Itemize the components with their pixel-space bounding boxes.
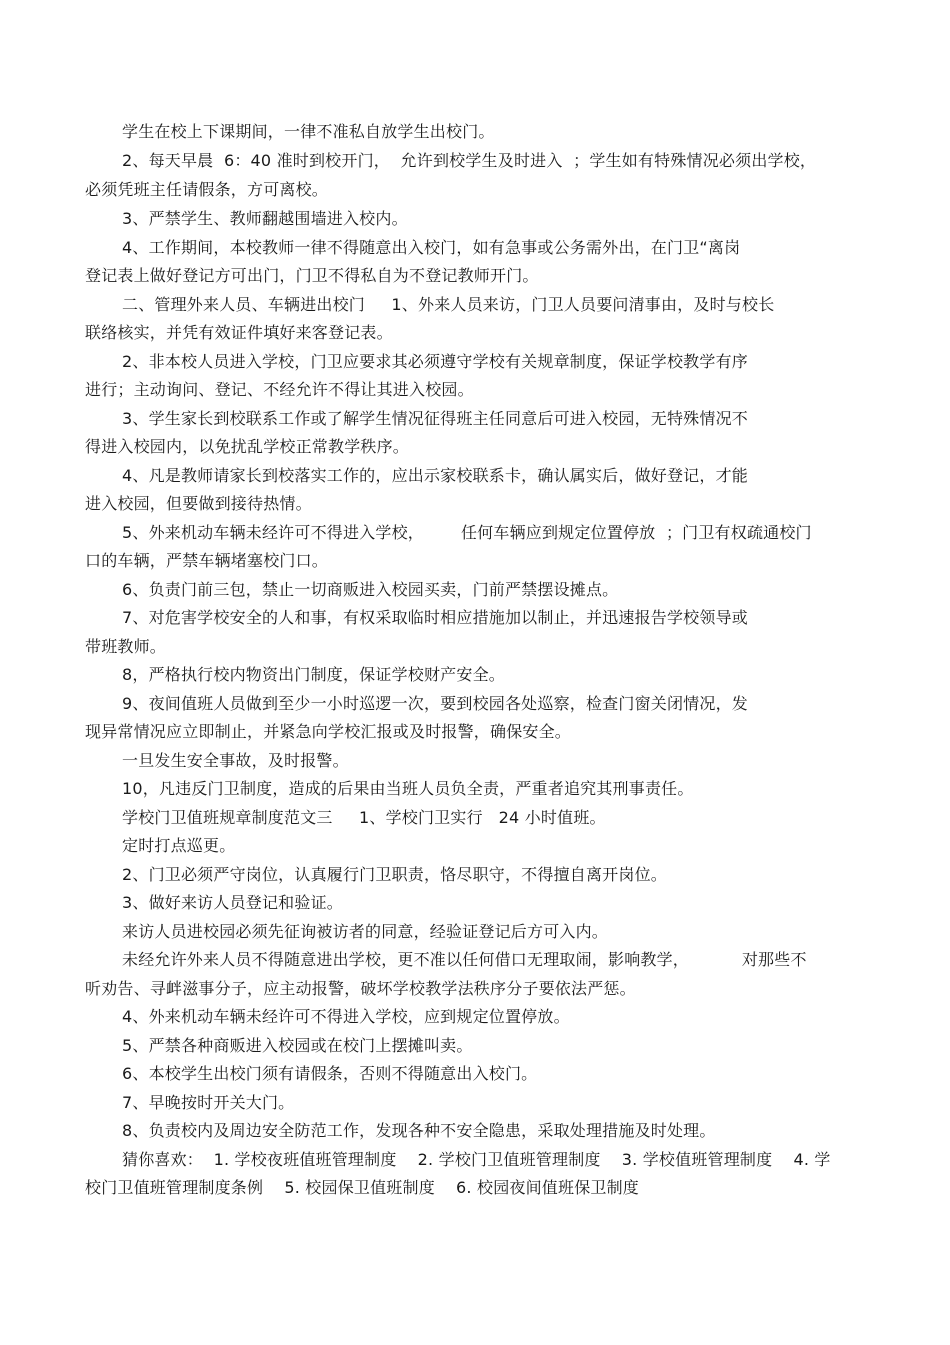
text-line-6: 登记表上做好登记方可出门，门卫不得私自为不登记教师开门。 <box>85 266 539 285</box>
text-line-12: 得进入校园内，以免扰乱学校正常教学秩序。 <box>85 437 410 456</box>
text-line-26: 定时打点巡更。 <box>122 836 236 855</box>
text-line-11: 3、学生家长到校联系工作或了解学生情况征得班主任同意后可进入校园，无特殊情况不 <box>122 409 748 428</box>
text-line-30: 未经允许外来人员不得随意进出学校，更不准以任何借口无理取闹，影响教学， 对那些不 <box>122 950 807 969</box>
text-line-21: 9、夜间值班人员做到至少一小时巡逻一次，要到校园各处巡察，检查门窗关闭情况，发 <box>122 694 748 713</box>
text-line-4: 3、严禁学生、教师翻越围墙进入校内。 <box>122 209 408 228</box>
text-line-34: 6、本校学生出校门须有请假条，否则不得随意出入校门。 <box>122 1064 538 1083</box>
text-line-24: 10，凡违反门卫制度，造成的后果由当班人员负全责，严重者追究其刑事责任。 <box>122 779 694 798</box>
text-line-16: 口的车辆，严禁车辆堵塞校门口。 <box>85 551 329 570</box>
text-line-17: 6、负责门前三包，禁止一切商贩进入校园买卖，门前严禁摆设摊点。 <box>122 580 619 599</box>
text-line-36: 8、负责校内及周边安全防范工作，发现各种不安全隐患，采取处理措施及时处理。 <box>122 1121 716 1140</box>
text-line-14: 进入校园，但要做到接待热情。 <box>85 494 312 513</box>
text-line-18: 7、对危害学校安全的人和事，有权采取临时相应措施加以制止，并迅速报告学校领导或 <box>122 608 748 627</box>
text-line-31: 听劝告、寻衅滋事分子，应主动报警，破坏学校教学法秩序分子要依法严惩。 <box>85 979 636 998</box>
text-line-33: 5、严禁各种商贩进入校园或在校门上摆摊叫卖。 <box>122 1036 473 1055</box>
text-line-8: 联络核实，并凭有效证件填好来客登记表。 <box>85 323 393 342</box>
text-line-2: 2、每天早晨 6：40 准时到校开门， 允许到校学生及时进入 ；学生如有特殊情况必须出学校， <box>122 151 817 170</box>
text-line-29: 来访人员进校园必须先征询被访者的同意，经验证登记后方可入内。 <box>122 922 609 941</box>
text-line-1: 学生在校上下课期间，一律不准私自放学生出校门。 <box>122 122 495 141</box>
text-line-3: 必须凭班主任请假条，方可离校。 <box>85 180 329 199</box>
text-line-37: 猜你喜欢： 1. 学校夜班值班管理制度 2. 学校门卫值班管理制度 3. 学校值班管理制度 4. 学 <box>122 1150 831 1169</box>
text-line-32: 4、外来机动车辆未经许可不得进入学校，应到规定位置停放。 <box>122 1007 570 1026</box>
text-line-19: 带班教师。 <box>85 637 167 656</box>
text-line-15: 5、外来机动车辆未经许可不得进入学校， 任何车辆应到规定位置停放 ；门卫有权疏通校门 <box>122 523 812 542</box>
text-line-20: 8，严格执行校内物资出门制度，保证学校财产安全。 <box>122 665 505 684</box>
text-line-9: 2、非本校人员进入学校，门卫应要求其必须遵守学校有关规章制度，保证学校教学有序 <box>122 352 748 371</box>
text-line-35: 7、早晚按时开关大门。 <box>122 1093 295 1112</box>
text-line-23: 一旦发生安全事故，及时报警。 <box>122 751 349 770</box>
text-line-27: 2、门卫必须严守岗位，认真履行门卫职责，恪尽职守，不得擅自离开岗位。 <box>122 865 667 884</box>
text-line-13: 4、凡是教师请家长到校落实工作的，应出示家校联系卡，确认属实后，做好登记，才能 <box>122 466 748 485</box>
text-line-10: 进行；主动询问、登记、不经允许不得让其进入校园。 <box>85 380 474 399</box>
text-line-7: 二、管理外来人员、车辆进出校门 1、外来人员来访，门卫人员要问清事由，及时与校长 <box>122 295 775 314</box>
text-line-25: 学校门卫值班规章制度范文三 1、学校门卫实行 24 小时值班。 <box>122 808 606 827</box>
text-line-28: 3、做好来访人员登记和验证。 <box>122 893 343 912</box>
text-line-5: 4、工作期间，本校教师一律不得随意出入校门，如有急事或公务需外出，在门卫“离岗 <box>122 238 741 257</box>
text-line-22: 现异常情况应立即制止，并紧急向学校汇报或及时报警，确保安全。 <box>85 722 572 741</box>
text-line-38: 校门卫值班管理制度条例 5. 校园保卫值班制度 6. 校园夜间值班保卫制度 <box>85 1178 639 1197</box>
